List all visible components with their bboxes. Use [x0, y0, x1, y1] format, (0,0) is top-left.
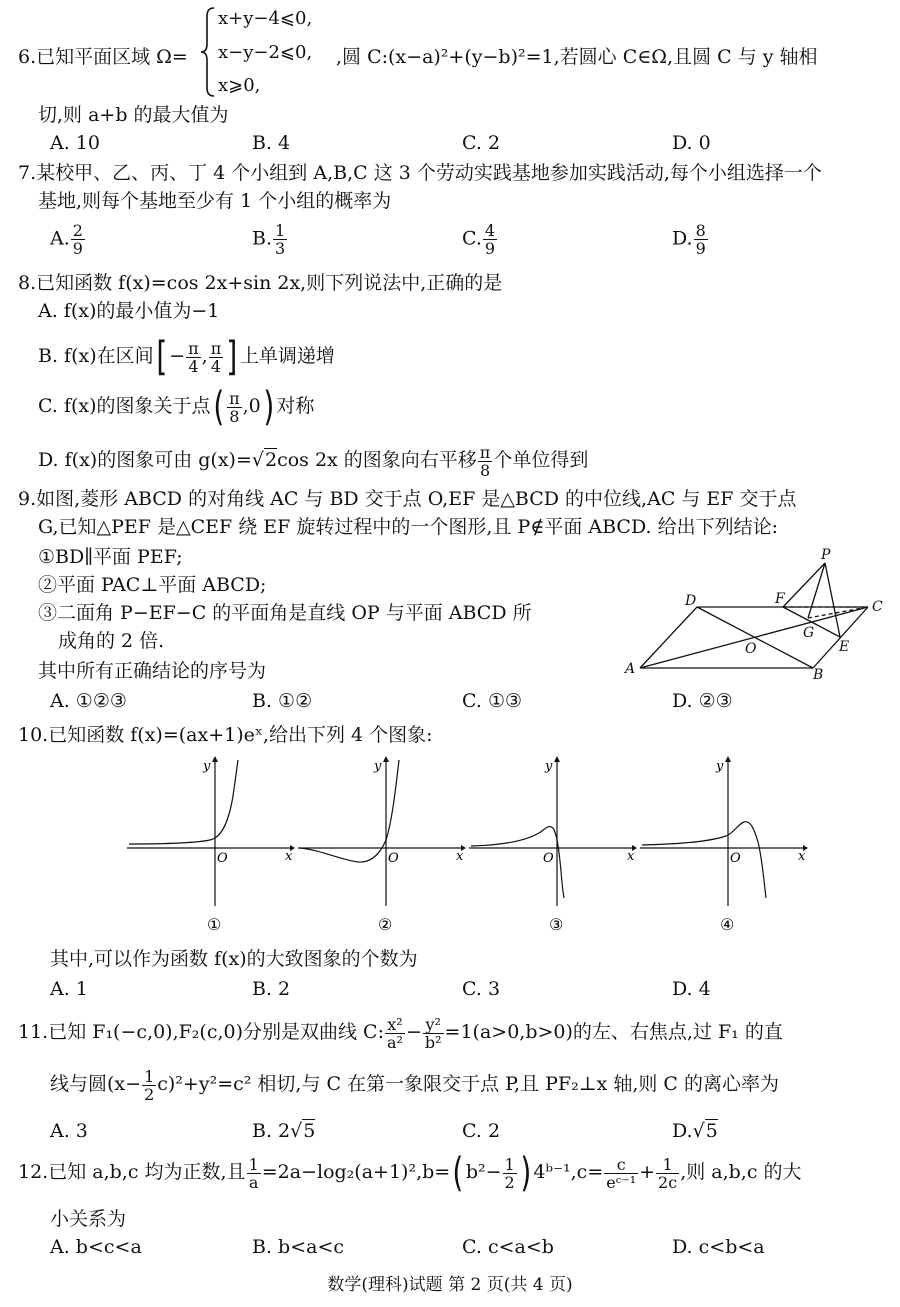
label-A: A: [625, 661, 636, 677]
q9-conclusion-3a: ③二面角 P−EF−C 的平面角是直线 OP 与平面 ABCD 所: [38, 602, 532, 624]
graph-2-caption: ②: [378, 915, 393, 934]
fraction: $\frac{1}{2}$: [504, 1154, 515, 1192]
q10-number: 10.: [18, 724, 49, 746]
graph-1-xlabel: x: [285, 849, 293, 864]
q9-option-a: A. ①②③: [50, 690, 127, 712]
graph-3-ylabel: y: [545, 759, 553, 774]
q6-sys-row2: x−y−2⩽0,: [218, 42, 313, 63]
fraction: $\frac{\text{y²}}{\text{b²}}$: [424, 1014, 442, 1052]
graph-1-ylabel: y: [203, 759, 211, 774]
curve-2: [300, 760, 399, 862]
q7-option-c: C. $\frac{4}{9}$: [462, 221, 496, 258]
diagonal-BD: [697, 607, 813, 668]
graph-3-caption: ③: [549, 915, 564, 934]
q10-stem: 10.已知函数 f(x)=(ax+1)eˣ,给出下列 4 个图象:: [18, 724, 433, 746]
q8-option-d: D. f(x)的图象可由 g(x)=√2cos 2x 的图象向右平移 $\frac{\pi}{8}$ 个单位得到: [38, 442, 589, 480]
q6-line2: 切,则 a+b 的最大值为: [38, 104, 229, 126]
q12-option-a: A. b<c<a: [50, 1236, 142, 1258]
q7-line1: [18, 160, 822, 186]
q6-pre: 已知平面区域 Ω=: [36, 46, 188, 68]
graph-4-origin: O: [730, 851, 741, 866]
arrow-icon: [212, 756, 218, 762]
q7-text1: 某校甲、乙、丙、丁 4 个小组到 A,B,C 这 3 个劳动实践基地参加实践活动,每个小组选择一个: [36, 162, 822, 184]
q10-ask: 其中,可以作为函数 f(x)的大致图象的个数为: [50, 948, 418, 970]
label-P: P: [821, 547, 831, 563]
fraction: $\frac{1}{2}$: [144, 1066, 155, 1104]
rhombus-figure: [615, 545, 895, 685]
q6-line1: [18, 44, 188, 70]
q8-number: 8.: [18, 272, 37, 294]
fraction: $\frac{c}{\text{eᶜ⁻¹}}$: [606, 1154, 637, 1192]
fraction: $\frac{\pi}{4}$: [210, 338, 222, 376]
q11-number: 11.: [18, 1021, 49, 1043]
arrow-icon: [725, 756, 731, 762]
arrow-icon: [554, 756, 560, 762]
q12-option-b: B. b<a<c: [252, 1236, 345, 1258]
fraction: $\frac{1}{3}$: [275, 221, 286, 258]
curve-4: [642, 822, 766, 898]
graph-4-ylabel: y: [716, 759, 724, 774]
q7-option-d: D. $\frac{8}{9}$: [672, 221, 706, 258]
q12-option-c: C. c<a<b: [462, 1236, 554, 1258]
q9-conclusion-1: ①BD∥平面 PEF;: [38, 546, 183, 568]
label-F: F: [775, 591, 785, 607]
q6-sys-row3: x⩾0,: [218, 75, 261, 96]
q9-option-b: B. ①②: [252, 690, 313, 712]
q6-option-c: C. 2: [462, 132, 501, 154]
brace-icon: [200, 6, 216, 98]
q11-option-b: B. 2√5: [252, 1120, 316, 1142]
graph-3-origin: O: [543, 851, 554, 866]
q8-option-b: B. f(x)在区间[ − $\frac{\pi}{4}$ , $\frac{\pi}{4}$ ] 上单调递增: [38, 334, 335, 380]
page-footer: 数学(理科)试题 第 2 页(共 4 页): [327, 1275, 573, 1295]
label-C: C: [872, 599, 883, 615]
graph-2-xlabel: x: [456, 849, 464, 864]
q9-line2: G,已知△PEF 是△CEF 绕 EF 旋转过程中的一个图形,且 P∉平面 ABCD. 给出下列结论:: [38, 516, 778, 538]
graph-4: [638, 756, 808, 936]
q6-brace: [200, 6, 216, 98]
q11-line2: 线与圆(x− $\frac{1}{2}$ c)²+y²=c² 相切,与 C 在第一象限交于点 P,且 PF₂⊥x 轴,则 C 的离心率为: [50, 1066, 779, 1104]
q9-conclusion-3b: 成角的 2 倍.: [58, 630, 165, 652]
fraction: $\frac{\pi}{4}$: [188, 338, 199, 376]
q9-option-d: D. ②③: [672, 690, 733, 712]
label-E: E: [839, 639, 850, 655]
fraction: $\frac{8}{9}$: [695, 221, 706, 258]
graph-3: [467, 756, 637, 936]
q6-option-a: A. 10: [50, 132, 100, 154]
fraction: $\frac{\pi}{8}$: [229, 388, 240, 426]
q10-option-a: A. 1: [50, 978, 88, 1000]
fraction: $\frac{1}{a}$: [248, 1154, 259, 1192]
q8-stem: 8.已知函数 f(x)=cos 2x+sin 2x,则下列说法中,正确的是: [18, 272, 503, 294]
fraction: $\frac{\pi}{8}$: [479, 442, 491, 480]
segment-PE: [825, 563, 840, 637]
q7-line2: 基地,则每个基地至少有 1 个小组的概率为: [38, 190, 392, 212]
q8-option-a: A. f(x)的最小值为−1: [38, 300, 220, 322]
q9-line1: 9.如图,菱形 ABCD 的对角线 AC 与 BD 交于点 O,EF 是△BCD 的中位线,AC 与 EF 交于点: [18, 488, 797, 510]
q12-line1: 12.已知 a,b,c 均为正数,且 $\frac{1}{a}$ =2a−log₂(a+1)²,b=( b²− $\frac{1}{2}$ ) 4ᵇ⁻¹,c= $\frac{c}{\text{eᶜ⁻¹}}$ + $\frac{1}{2c}$ ,则 a,b,c 的大: [18, 1150, 802, 1196]
label-D: D: [685, 593, 697, 609]
curve-1: [129, 760, 238, 844]
edge-CB: [813, 607, 868, 668]
q6-post: ,圆 C:(x−a)²+(y−b)²=1,若圆心 C∈Ω,且圆 C 与 y 轴相: [336, 46, 818, 68]
q7-number: 7.: [18, 162, 37, 184]
q6-option-d: D. 0: [672, 132, 711, 154]
q6-option-b: B. 4: [252, 132, 291, 154]
q12-option-d: D. c<b<a: [672, 1236, 765, 1258]
q12-line2: 小关系为: [50, 1208, 127, 1230]
fraction: $\frac{2}{9}$: [72, 221, 83, 258]
q9-number: 9.: [18, 488, 37, 510]
label-G: G: [803, 625, 815, 641]
fraction: $\frac{4}{9}$: [484, 221, 496, 258]
fraction: $\frac{1}{2c}$: [658, 1154, 678, 1192]
fraction: $\frac{\text{x²}}{\text{a²}}$: [387, 1014, 403, 1052]
q9-ask: 其中所有正确结论的序号为: [38, 660, 267, 682]
graph-1-caption: ①: [207, 915, 222, 934]
q8-option-c: C. f(x)的图象关于点( $\frac{\pi}{8}$ ,0) 对称: [38, 384, 315, 430]
q12-number: 12.: [18, 1161, 49, 1183]
q6-number: 6.: [18, 46, 37, 68]
graph-2-origin: O: [388, 851, 399, 866]
q10-option-d: D. 4: [672, 978, 711, 1000]
q11-option-d: D.√5: [672, 1120, 718, 1142]
graph-1: [125, 756, 295, 936]
graph-2: [296, 756, 466, 936]
q9-conclusion-2: ②平面 PAC⊥平面 ABCD;: [38, 574, 267, 596]
q7-option-a: A. $\frac{2}{9}$: [50, 221, 83, 258]
q10-option-c: C. 3: [462, 978, 501, 1000]
graph-1-origin: O: [217, 851, 228, 866]
arrow-icon: [383, 756, 389, 762]
graph-4-xlabel: x: [798, 849, 806, 864]
edge-AD: [640, 607, 697, 668]
graph-2-ylabel: y: [374, 759, 382, 774]
q11-line1: 11.已知 F₁(−c,0),F₂(c,0)分别是双曲线 C: $\frac{\text{x²}}{\text{a²}}$ − $\frac{\text{y²}}{\text{b²}}$ =1(a>0,b>0)的左、右焦点,过 F₁ 的直: [18, 1014, 783, 1052]
graph-4-caption: ④: [720, 915, 735, 934]
label-B: B: [813, 667, 824, 683]
q6-sys-row1: x+y−4⩽0,: [218, 8, 313, 29]
label-O: O: [745, 641, 757, 657]
q9-option-c: C. ①③: [462, 690, 523, 712]
q11-option-c: C. 2: [462, 1120, 501, 1142]
graph-3-xlabel: x: [627, 849, 635, 864]
q7-option-b: B. $\frac{1}{3}$: [252, 221, 286, 258]
q10-option-b: B. 2: [252, 978, 291, 1000]
q11-option-a: A. 3: [50, 1120, 88, 1142]
